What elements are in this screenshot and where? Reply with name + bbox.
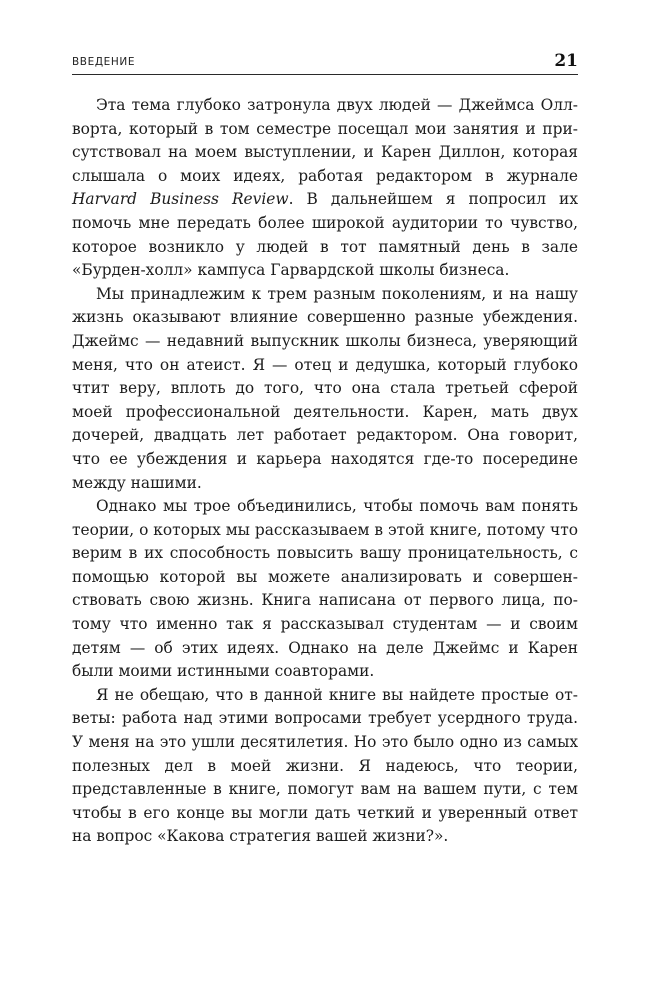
body-text bbox=[72, 94, 578, 849]
text-run: Я не обещаю, что в данной книге вы найдете простые ответы: работа над этими вопросами требует усердного труда. У меня на это ушли десятилетия. Но это было одно из самых полезных дел в моей жизни. Я надеюсь, что теории, представленные в книге, помогут вам на вашем пути, с тем чтобы в его конце вы могли дать четкий и уверенный ответ на вопрос «Какова стратегия вашей жизни?». bbox=[72, 685, 578, 846]
paragraph bbox=[72, 684, 578, 849]
text-run: Эта тема глубоко затронула двух людей — Джеймса Оллворта, который в том семестре посещал мои занятия и присутствовал на моем выступлении, и Карен Диллон, которая слышала о моих идеях, работая редактором в журнале bbox=[72, 96, 578, 185]
paragraph bbox=[72, 495, 578, 684]
journal-title: Harvard Business Review bbox=[72, 190, 289, 209]
text-run: Мы принадлежим к трем разным поколениям, и на нашу жизнь оказывают влияние совершенно разные убеждения. Джеймс — недавний выпускник школы бизнеса, уверяющий меня, что он атеист. Я — отец и дедушка, который глубоко чтит веру, вплоть до того, что она стала третьей сферой моей профессиональной деятельности. Карен, мать двух дочерей, двадцать лет работает редактором. Она говорит, что ее убеждения и карьера находятся где-то посередине между нашими. bbox=[72, 284, 578, 492]
text-run: Однако мы трое объединились, чтобы помочь вам понять теории, о которых мы рассказываем в этой книге, потому что верим в их способность повысить вашу проницательность, с помощью которой вы можете анализировать и совершенствовать свою жизнь. Книга написана от первого лица, потому что именно так я рассказывал студентам — и своим детям — об этих идеях. Однако на деле Джеймс и Карен были моими истинными соавторами. bbox=[72, 497, 578, 681]
page-number: 21 bbox=[554, 51, 578, 71]
paragraph bbox=[72, 283, 578, 495]
paragraph bbox=[72, 94, 578, 283]
section-title: ВВЕДЕНИЕ bbox=[72, 56, 136, 68]
running-header bbox=[72, 48, 578, 75]
text-run: . В дальнейшем я попросил их помочь мне передать более широкой аудитории то чувство, которое возникло у людей в тот памятный день в зале «Бурден-холл» кампуса Гарвардской школы бизнеса. bbox=[72, 190, 578, 280]
